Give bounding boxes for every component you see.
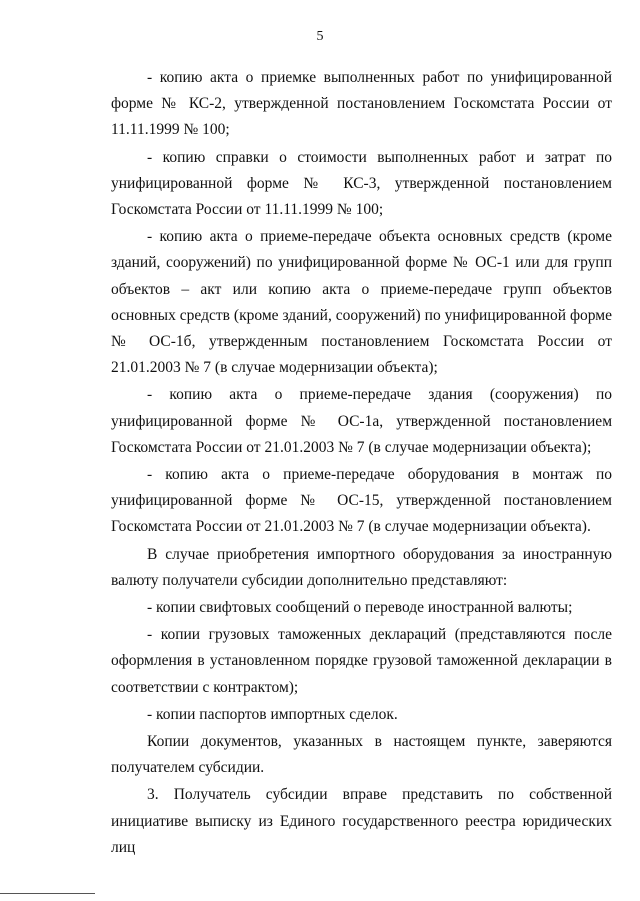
paragraph-clause-3: 3. Получатель субсидии вправе представить по собственной инициативе выписку из Единого государственного реестра юридических лиц: [111, 786, 612, 856]
paragraph-customs: - копии грузовых таможенных деклараций (представляются после оформления в установленном порядке грузовой таможенной декларации в соответствии с контрактом);: [111, 626, 612, 696]
page-number: 5: [316, 29, 324, 44]
footer-rule: [0, 893, 95, 894]
paragraph-import-equipment: В случае приобретения импортного оборудования за иностранную валюту получатели субсидии дополнительно представляют:: [111, 545, 612, 589]
paragraph-os1a: - копию акта о приеме-передаче здания (сооружения) по унифицированной форме № ОС-1а, утвержденной постановлением Госкомстата России от 21.01.2003 № 7 (в случае модернизации объекта);: [111, 386, 612, 456]
paragraph-ks2: - копию акта о приемке выполненных работ по унифицированной форме № КС-2, утвержденной постановлением Госкомстата России от 11.11.1999 № 100;: [111, 69, 612, 139]
paragraph-os15: - копию акта о приеме-передаче оборудования в монтаж по унифицированной форме № ОС-15, утвержденной постановлением Госкомстата России от 21.01.2003 № 7 (в случае модернизации объекта).: [111, 466, 612, 536]
document-body: [111, 65, 612, 862]
paragraph-certification: Копии документов, указанных в настоящем пункте, заверяются получателем субсидии.: [111, 733, 612, 777]
paragraph-ks3: - копию справки о стоимости выполненных работ и затрат по унифицированной форме № КС-3, утвержденной постановлением Госкомстата России от 11.11.1999 № 100;: [111, 148, 612, 219]
paragraph-os1: - копию акта о приеме-передаче объекта основных средств (кроме зданий, сооружений) по унифицированной форме № ОС-1 или для групп объектов – акт или копию акта о приеме-передаче групп объектов основных средств (кроме зданий, сооружений) по унифицированной форме № ОС-1б, утвержденным постановлением Госкомстата России от 21.01.2003 № 7 (в случае модернизации объекта);: [111, 228, 612, 377]
paragraph-swift: - копии свифтовых сообщений о переводе иностранной валюты;: [147, 599, 573, 617]
paragraph-passports: - копии паспортов импортных сделок.: [147, 705, 398, 723]
